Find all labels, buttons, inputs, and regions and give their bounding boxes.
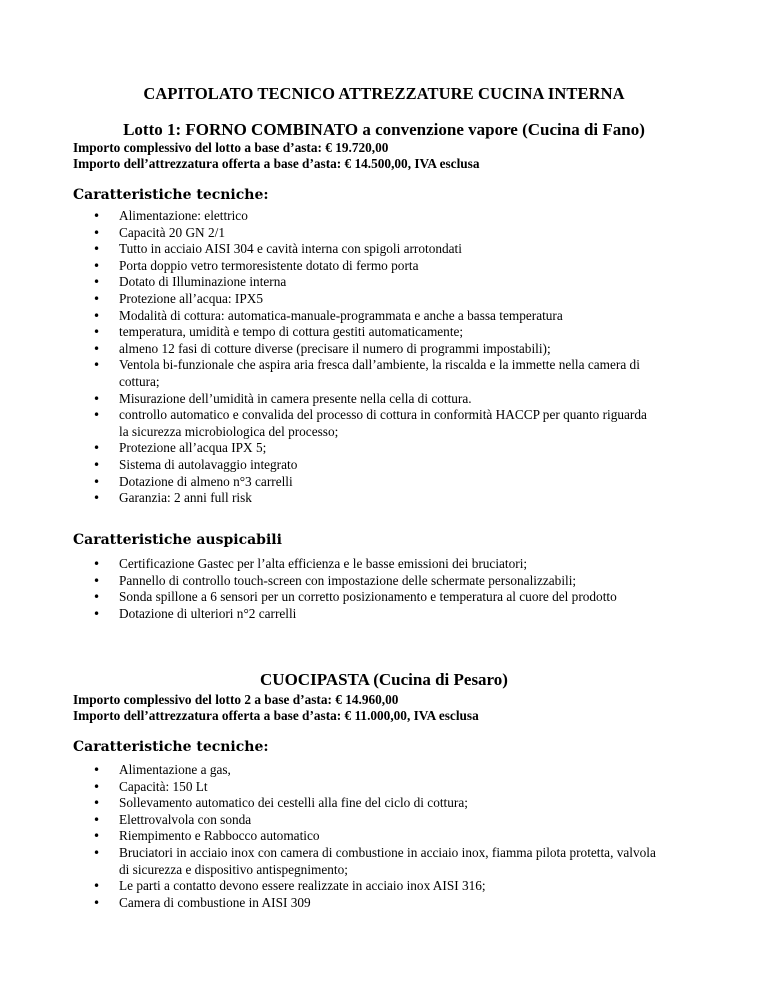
list-item: • Pannello di controllo touch-screen con impostazione delle schermate personalizzabili; (0, 573, 659, 590)
list-item: • Dotazione di almeno n°3 carrelli (0, 474, 659, 491)
list-item: • Capacità: 150 Lt (0, 779, 659, 796)
list-item: • Le parti a contatto devono essere realizzate in acciaio inox AISI 316; (0, 878, 659, 895)
lot2-importo-attrezzatura: Importo dell’attrezzatura offerta a base d’asta: € 11.000,00, IVA esclusa (73, 708, 479, 723)
lot2-tech-list (0, 762, 768, 911)
list-item: • Capacità 20 GN 2/1 (0, 225, 659, 242)
list-item: • Sonda spillone a 6 sensori per un corretto posizionamento e temperatura al cuore del prodotto (0, 589, 659, 606)
lot1-desired-heading: Caratteristiche auspicabili (73, 532, 282, 548)
lot2-tech-heading: Caratteristiche tecniche: (73, 739, 269, 755)
list-item: • Protezione all’acqua: IPX5 (0, 291, 659, 308)
list-item: • Dotazione di ulteriori n°2 carrelli (0, 606, 659, 623)
lot1-tech-list (0, 208, 768, 507)
list-item: • Misurazione dell’umidità in camera presente nella cella di cottura. (0, 391, 659, 408)
list-item: • Protezione all’acqua IPX 5; (0, 440, 659, 457)
list-item: • Certificazione Gastec per l’alta efficienza e le basse emissioni dei bruciatori; (0, 556, 659, 573)
list-item: • Modalità di cottura: automatica-manuale-programmata e anche a bassa temperatura (0, 308, 659, 325)
list-item: • controllo automatico e convalida del processo di cottura in conformità HACCP per quanto riguarda la sicurezza microbiologica del processo; (0, 407, 659, 440)
list-item: • Porta doppio vetro termoresistente dotato di fermo porta (0, 258, 659, 275)
list-item: • Elettrovalvola con sonda (0, 812, 659, 829)
lot1-heading: Lotto 1: FORNO COMBINATO a convenzione vapore (Cucina di Fano) (123, 120, 645, 139)
document-title: CAPITOLATO TECNICO ATTREZZATURE CUCINA INTERNA (143, 84, 625, 103)
list-item: • temperatura, umidità e tempo di cottura gestiti automaticamente; (0, 324, 659, 341)
lot2-importo-lotto: Importo complessivo del lotto 2 a base d’asta: € 14.960,00 (73, 692, 399, 707)
lot1-tech-heading: Caratteristiche tecniche: (73, 187, 269, 203)
list-item: • Riempimento e Rabbocco automatico (0, 828, 659, 845)
list-item: • almeno 12 fasi di cotture diverse (precisare il numero di programmi impostabili); (0, 341, 659, 358)
list-item: • Camera di combustione in AISI 309 (0, 895, 659, 912)
list-item: • Bruciatori in acciaio inox con camera di combustione in acciaio inox, fiamma pilota protetta, valvola di sicurezza e dispositivo antispegnimento; (0, 845, 659, 878)
list-item: • Ventola bi-funzionale che aspira aria fresca dall’ambiente, la riscalda e la immette nella camera di cottura; (0, 357, 659, 390)
lot2-heading: CUOCIPASTA (Cucina di Pesaro) (260, 670, 508, 689)
list-item: • Sistema di autolavaggio integrato (0, 457, 659, 474)
list-item: • Tutto in acciaio AISI 304 e cavità interna con spigoli arrotondati (0, 241, 659, 258)
list-item: • Alimentazione: elettrico (0, 208, 659, 225)
lot1-importo-attrezzatura: Importo dell’attrezzatura offerta a base d’asta: € 14.500,00, IVA esclusa (73, 156, 480, 171)
list-item: • Sollevamento automatico dei cestelli alla fine del ciclo di cottura; (0, 795, 659, 812)
list-item: • Garanzia: 2 anni full risk (0, 490, 659, 507)
list-item: • Alimentazione a gas, (0, 762, 659, 779)
list-item: • Dotato di Illuminazione interna (0, 274, 659, 291)
lot1-importo-lotto: Importo complessivo del lotto a base d’asta: € 19.720,00 (73, 140, 389, 155)
lot1-desired-list (0, 556, 768, 622)
